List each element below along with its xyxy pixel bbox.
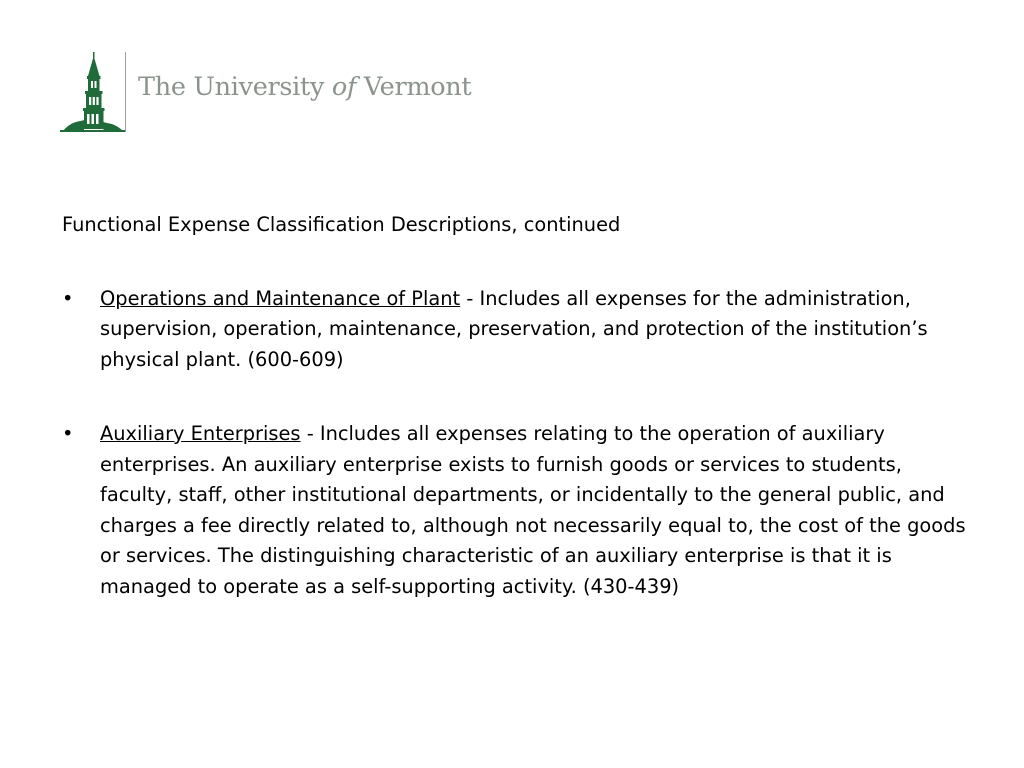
- term-label: Operations and Maintenance of Plant: [100, 286, 461, 310]
- slide-subtitle: Functional Expense Classification Descriptions, continued: [62, 213, 621, 236]
- list-item-auxiliary-enterprises: [62, 419, 972, 602]
- university-logo: [58, 50, 472, 134]
- wordmark-text-part1: The University: [138, 72, 332, 102]
- logo-divider: [125, 52, 126, 132]
- term-description: - Includes all expenses for the administration, supervision, operation, maintenance, preservation, and protection of the institution’s physical plant. (600-609): [100, 286, 928, 371]
- slide-body: [62, 210, 972, 646]
- list-item-operations-maintenance: [62, 284, 972, 376]
- wordmark-text-of: of: [331, 72, 357, 102]
- bullet-icon: •: [62, 286, 74, 310]
- tower-icon: [58, 50, 128, 134]
- bullet-list: [62, 284, 972, 603]
- term-description: - Includes all expenses relating to the operation of auxiliary enterprises. An auxiliary enterprise exists to furnish goods or services to students, faculty, staff, other institutional departments, or incidentally to the general public, and charges a fee directly related to, although not necessarily equal to, the cost of the goods or services. The distinguishing characteristic of an auxiliary enterprise is that it is managed to operate as a self-supporting activity. (430-439): [100, 422, 966, 598]
- university-wordmark: [138, 72, 471, 102]
- term-label: Auxiliary Enterprises: [100, 422, 301, 445]
- wordmark-text-part2: Vermont: [356, 72, 472, 102]
- bullet-icon: •: [62, 422, 74, 445]
